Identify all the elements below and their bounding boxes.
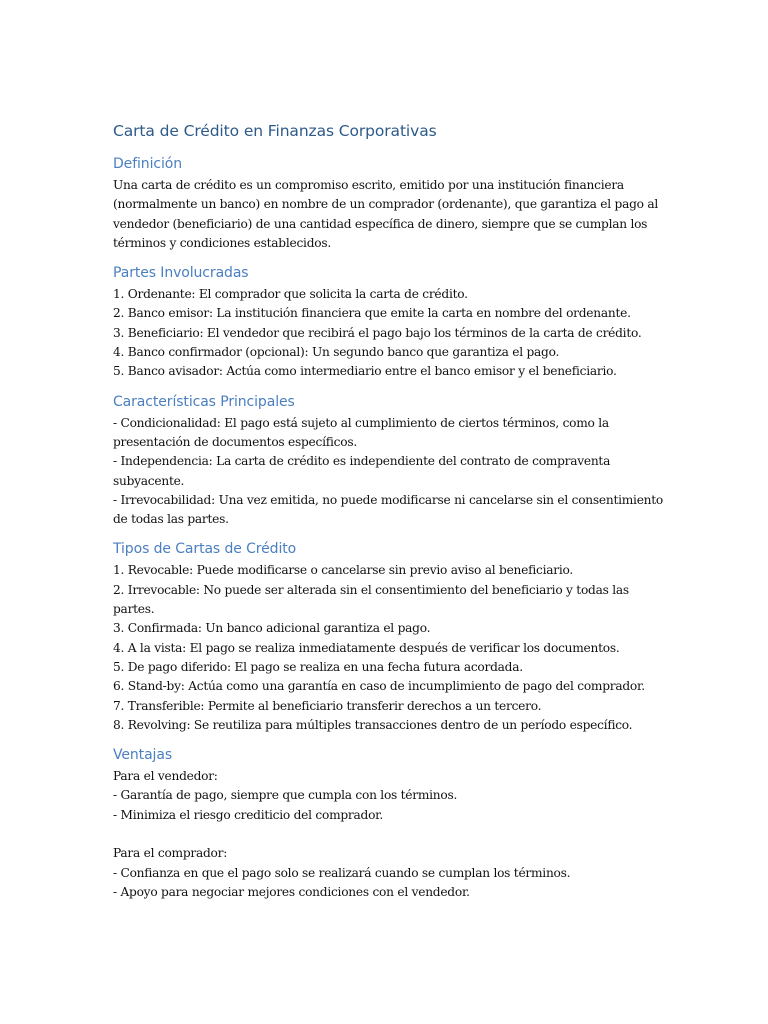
section-heading-partes: Partes Involucradas — [113, 265, 249, 282]
list-item: 4. A la vista: El pago se realiza inmediatamente después de verificar los documentos. — [113, 640, 620, 655]
list-item: 2. Banco emisor: La institución financiera que emite la carta en nombre del ordenante. — [113, 306, 631, 321]
section-heading-tipos: Tipos de Cartas de Crédito — [113, 541, 297, 558]
list-item: - Irrevocabilidad: Una vez emitida, no puede modificarse ni cancelarse sin el consentimiento de todas las partes. — [113, 492, 664, 527]
list-item: - Confianza en que el pago solo se realizará cuando se cumplan los términos. — [113, 865, 571, 880]
paragraph-spacer — [113, 825, 665, 844]
list-item: - Condicionalidad: El pago está sujeto al cumplimiento de ciertos términos, como la presentación de documentos específicos. — [113, 415, 609, 449]
ventajas-vendedor-label: Para el vendedor: — [113, 769, 218, 784]
list-item: 2. Irrevocable: No puede ser alterada sin el consentimiento del beneficiario y todas las partes. — [113, 582, 629, 617]
list-item: 1. Ordenante: El comprador que solicita la carta de crédito. — [113, 287, 468, 302]
section-partes — [113, 265, 665, 381]
section-tipos — [113, 541, 665, 735]
section-heading-definicion: Definición — [113, 156, 183, 172]
ventajas-comprador-label: Para el comprador: — [113, 846, 228, 861]
section-caracteristicas — [113, 394, 665, 530]
section-definicion — [113, 156, 665, 253]
document-title: Carta de Crédito en Finanzas Corporativas — [113, 122, 437, 140]
list-item: - Apoyo para negociar mejores condiciones con el vendedor. — [113, 884, 470, 899]
definicion-paragraph: Una carta de crédito es un compromiso escrito, emitido por una institución financiera (normalmente un banco) en nombre de un comprador (ordenante), que garantiza el pago al vendedor (beneficiario) de una cantidad específica de dinero, siempre que se cumplan los términos y condiciones establecidos. — [113, 178, 659, 250]
list-item: 5. De pago diferido: El pago se realiza en una fecha futura acordada. — [113, 659, 523, 674]
list-item: 3. Confirmada: Un banco adicional garantiza el pago. — [113, 621, 431, 636]
list-item: 4. Banco confirmador (opcional): Un segundo banco que garantiza el pago. — [113, 345, 560, 360]
list-item: 1. Revocable: Puede modificarse o cancelarse sin previo aviso al beneficiario. — [113, 563, 573, 578]
list-item: 7. Transferible: Permite al beneficiario transferir derechos a un tercero. — [113, 698, 542, 713]
section-ventajas — [113, 747, 665, 902]
list-item: 6. Stand-by: Actúa como una garantía en caso de incumplimiento de pago del comprador. — [113, 679, 645, 694]
document-page — [113, 122, 665, 914]
list-item: 5. Banco avisador: Actúa como intermediario entre el banco emisor y el beneficiario. — [113, 364, 617, 379]
list-item: - Minimiza el riesgo crediticio del comprador. — [113, 807, 384, 822]
section-heading-ventajas: Ventajas — [113, 747, 173, 764]
list-item: 3. Beneficiario: El vendedor que recibirá el pago bajo los términos de la carta de crédito. — [113, 325, 642, 340]
section-heading-caracteristicas: Características Principales — [113, 393, 295, 410]
list-item: 8. Revolving: Se reutiliza para múltiples transacciones dentro de un período específico. — [113, 717, 633, 732]
list-item: - Independencia: La carta de crédito es independiente del contrato de compraventa subyacente. — [113, 454, 611, 488]
list-item: - Garantía de pago, siempre que cumpla con los términos. — [113, 788, 458, 803]
